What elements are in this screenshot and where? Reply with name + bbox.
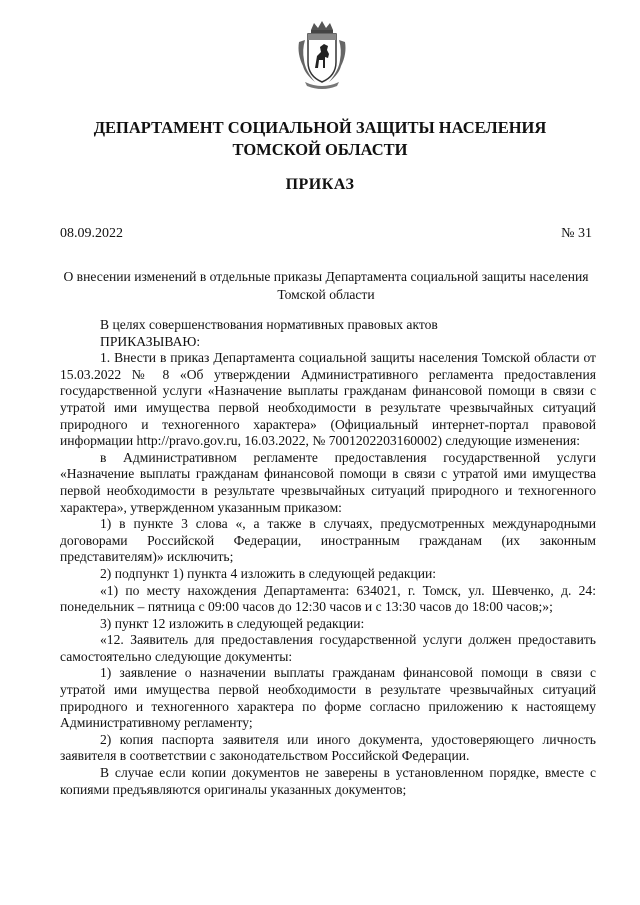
paragraph: 2) копия паспорта заявителя или иного документа, удостоверяющего личность заявителя в соответствии с законодательством Российской Федерации. [60, 731, 596, 764]
document-type: ПРИКАЗ [285, 176, 355, 193]
document-date: 08.09.2022 [60, 226, 123, 241]
department-name-line1: ДЕПАРТАМЕНТ СОЦИАЛЬНОЙ ЗАЩИТЫ НАСЕЛЕНИЯ [93, 118, 547, 137]
paragraph: в Административном регламенте предоставления государственной услуги «Назначение выплаты гражданам финансовой помощи в связи с утратой ими имущества первой необходимости в результате чрезвычайных ситуаций природного и техногенного характера», утвержденном указанным приказом: [60, 449, 596, 515]
paragraph: 1) в пункте 3 слова «, а также в случаях, предусмотренных международными договорами Российской Федерации, иностранным гражданам (их законным представителям)» исключить; [60, 516, 596, 565]
paragraph: 2) подпункт 1) пункта 4 изложить в следующей редакции: [100, 565, 437, 581]
paragraph: ПРИКАЗЫВАЮ: [100, 333, 201, 349]
department-name-line2: ТОМСКОЙ ОБЛАСТИ [232, 140, 408, 159]
paragraph: 3) пункт 12 изложить в следующей редакции: [100, 615, 365, 631]
document-subject: О внесении изменений в отдельные приказы Департамента социальной защиты населения Томской области [63, 269, 589, 302]
document-body [60, 317, 596, 798]
tomsk-region-coat-of-arms-icon [295, 20, 349, 90]
paragraph: 1. Внести в приказ Департамента социальной защиты населения Томской области от 15.03.2022 № 8 «Об утверждении Административного регламента предоставления государственной услуги «Назначение выплаты гражданам финансовой помощи в связи с утратой ими имущества первой необходимости в результате чрезвычайных ситуаций природного и техногенного характера» (Официальный интернет-портал правовой информации http://pravo.gov.ru, 16.03.2022, № 7001202203160002) следующие изменения: [60, 350, 596, 449]
paragraph: 1) заявление о назначении выплаты гражданам финансовой помощи в связи с утратой ими имущества первой необходимости в результате чрезвычайных ситуаций природного и техногенного характера по форме согласно приложению к настоящему Административному регламенту; [60, 665, 596, 731]
document-number: № 31 [561, 226, 592, 241]
paragraph: «1) по месту нахождения Департамента: 634021, г. Томск, ул. Шевченко, д. 24: понедельник – пятница с 09:00 часов до 12:30 часов и с 13:30 часов до 18:00 часов;»; [60, 582, 596, 615]
paragraph: В целях совершенствования нормативных правовых актов [100, 317, 438, 332]
paragraph: «12. Заявитель для предоставления государственной услуги должен предоставить самостоятельно следующие документы: [60, 632, 596, 664]
paragraph: В случае если копии документов не заверены в установленном порядке, вместе с копиями предъявляются оригиналы указанных документов; [60, 765, 596, 797]
